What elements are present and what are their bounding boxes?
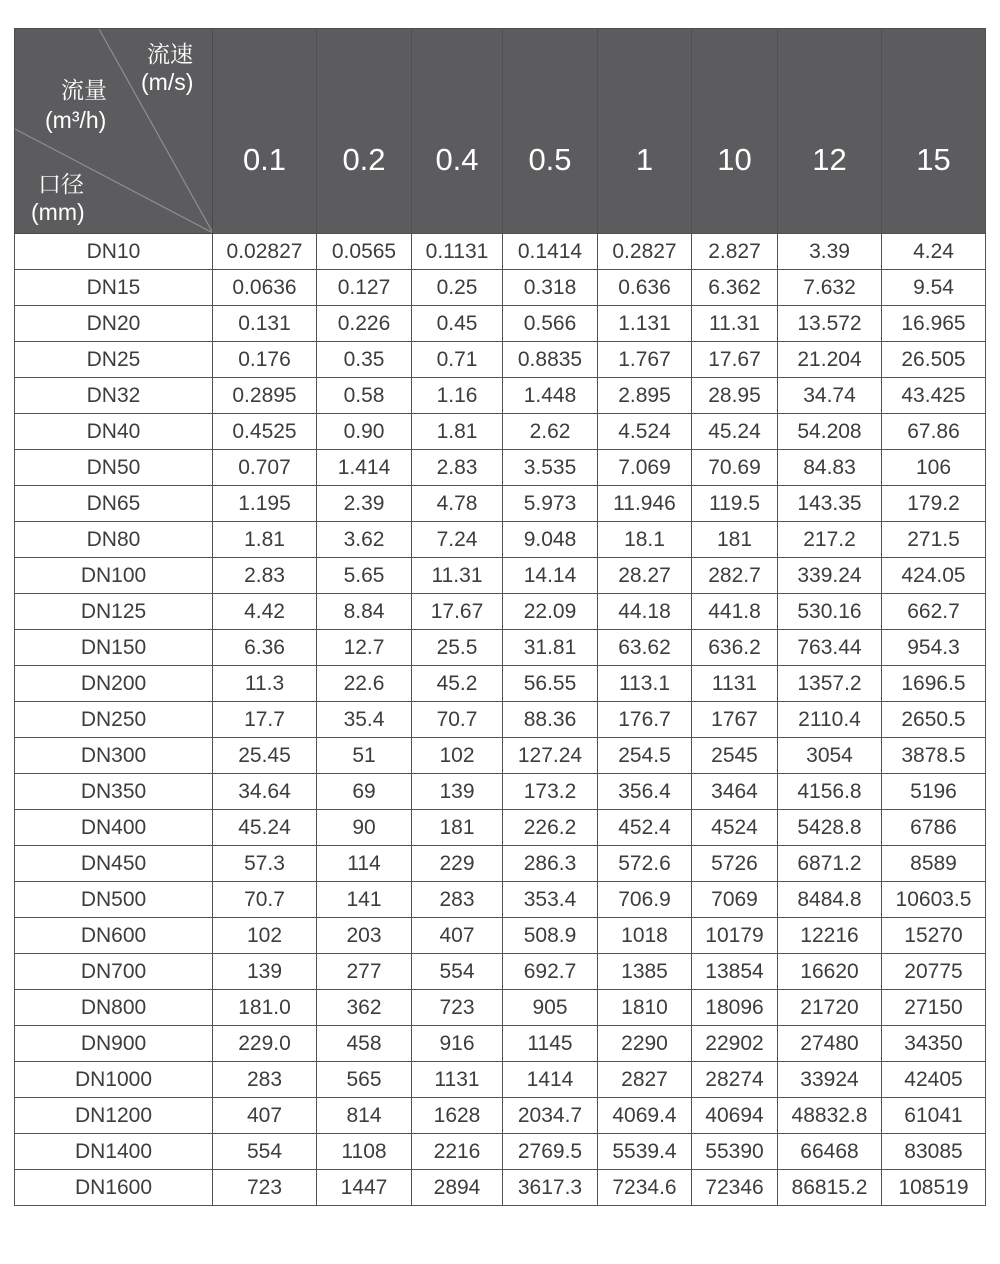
diameter-cell: DN500 [15,882,213,918]
flow-rate-cell: 286.3 [503,846,598,882]
flow-rate-cell: 34.64 [213,774,317,810]
flow-rate-cell: 55390 [692,1134,778,1170]
diameter-cell: DN32 [15,378,213,414]
flow-rate-cell: 181.0 [213,990,317,1026]
flow-rate-cell: 114 [317,846,412,882]
flow-rate-cell: 692.7 [503,954,598,990]
flow-rate-cell: 362 [317,990,412,1026]
table-row [15,1062,986,1098]
flow-rate-cell: 7.632 [778,270,882,306]
flow-rate-cell: 554 [412,954,503,990]
flow-rate-cell: 0.1414 [503,234,598,270]
flow-rate-cell: 954.3 [882,630,986,666]
flow-rate-cell: 7069 [692,882,778,918]
flow-rate-cell: 54.208 [778,414,882,450]
flow-rate-cell: 16620 [778,954,882,990]
flow-rate-cell: 763.44 [778,630,882,666]
flow-rate-cell: 0.45 [412,306,503,342]
flow-rate-cell: 3617.3 [503,1170,598,1206]
corner-velocity-unit: (m/s) [141,69,194,95]
flow-rate-cell: 181 [412,810,503,846]
flow-rate-cell: 70.7 [412,702,503,738]
diameter-cell: DN125 [15,594,213,630]
flow-rate-cell: 424.05 [882,558,986,594]
diameter-cell: DN200 [15,666,213,702]
flow-rate-cell: 34.74 [778,378,882,414]
diameter-cell: DN700 [15,954,213,990]
flow-rate-cell: 63.62 [598,630,692,666]
flow-rate-cell: 8.84 [317,594,412,630]
flow-rate-cell: 0.636 [598,270,692,306]
flow-rate-cell: 3.39 [778,234,882,270]
diameter-cell: DN350 [15,774,213,810]
flow-rate-cell: 662.7 [882,594,986,630]
diameter-cell: DN80 [15,522,213,558]
velocity-column-header: 1 [598,29,692,234]
flow-rate-cell: 3054 [778,738,882,774]
flow-rate-cell: 8484.8 [778,882,882,918]
flow-rate-cell: 4156.8 [778,774,882,810]
diameter-cell: DN100 [15,558,213,594]
flow-rate-cell: 26.505 [882,342,986,378]
flow-rate-cell: 2.62 [503,414,598,450]
flow-rate-cell: 0.0636 [213,270,317,306]
flow-rate-cell: 181 [692,522,778,558]
table-row [15,846,986,882]
diameter-cell: DN800 [15,990,213,1026]
flow-rate-cell: 0.25 [412,270,503,306]
diameter-cell: DN25 [15,342,213,378]
diameter-cell: DN150 [15,630,213,666]
flow-rate-cell: 1131 [412,1062,503,1098]
flow-rate-cell: 814 [317,1098,412,1134]
flow-rate-cell: 5539.4 [598,1134,692,1170]
corner-diameter-unit: (mm) [31,199,85,225]
flow-rate-cell: 0.35 [317,342,412,378]
flow-rate-cell: 42405 [882,1062,986,1098]
table-row [15,270,986,306]
flow-rate-cell: 407 [412,918,503,954]
header-row [15,29,986,234]
velocity-column-header: 15 [882,29,986,234]
flow-rate-cell: 554 [213,1134,317,1170]
diameter-cell: DN50 [15,450,213,486]
flow-rate-cell: 13.572 [778,306,882,342]
velocity-column-header: 0.2 [317,29,412,234]
flow-rate-cell: 0.4525 [213,414,317,450]
diameter-cell: DN300 [15,738,213,774]
flow-rate-cell: 271.5 [882,522,986,558]
corner-flow-unit: (m³/h) [45,107,107,133]
flow-rate-cell: 5.973 [503,486,598,522]
corner-velocity-label: 流速 [147,41,193,67]
flow-rate-cell: 11.31 [692,306,778,342]
table-row [15,558,986,594]
flow-rate-cell: 10179 [692,918,778,954]
flow-rate-cell: 21.204 [778,342,882,378]
flow-rate-cell: 43.425 [882,378,986,414]
flow-rate-cell: 70.69 [692,450,778,486]
flow-rate-cell: 0.90 [317,414,412,450]
flow-rate-cell: 5428.8 [778,810,882,846]
flow-rate-cell: 17.67 [692,342,778,378]
velocity-column-header: 10 [692,29,778,234]
flow-rate-cell: 1767 [692,702,778,738]
flow-rate-cell: 1696.5 [882,666,986,702]
flow-rate-cell: 34350 [882,1026,986,1062]
flow-rate-cell: 5726 [692,846,778,882]
flow-rate-cell: 916 [412,1026,503,1062]
flow-rate-cell: 176.7 [598,702,692,738]
flow-rate-cell: 45.24 [692,414,778,450]
flow-rate-cell: 4.24 [882,234,986,270]
flow-rate-cell: 0.0565 [317,234,412,270]
table-row [15,630,986,666]
flow-rate-cell: 0.02827 [213,234,317,270]
flow-rate-cell: 12216 [778,918,882,954]
flow-rate-cell: 339.24 [778,558,882,594]
flow-rate-cell: 143.35 [778,486,882,522]
velocity-column-header: 0.1 [213,29,317,234]
diameter-cell: DN900 [15,1026,213,1062]
diameter-cell: DN1600 [15,1170,213,1206]
flow-rate-cell: 5196 [882,774,986,810]
flow-rate-cell: 22.6 [317,666,412,702]
flow-rate-cell: 226.2 [503,810,598,846]
table-row [15,738,986,774]
flow-rate-cell: 7.24 [412,522,503,558]
flow-rate-cell: 4.42 [213,594,317,630]
flow-rate-cell: 11.3 [213,666,317,702]
flow-rate-cell: 1.414 [317,450,412,486]
flow-rate-cell: 45.2 [412,666,503,702]
flow-rate-cell: 7.069 [598,450,692,486]
flow-rate-cell: 102 [412,738,503,774]
flow-rate-cell: 1385 [598,954,692,990]
flow-rate-cell: 3878.5 [882,738,986,774]
flow-rate-cell: 1.81 [412,414,503,450]
flow-rate-cell: 61041 [882,1098,986,1134]
flow-rate-cell: 441.8 [692,594,778,630]
flow-rate-cell: 1628 [412,1098,503,1134]
flow-rate-cell: 282.7 [692,558,778,594]
diameter-cell: DN600 [15,918,213,954]
diameter-cell: DN15 [15,270,213,306]
flow-rate-cell: 25.5 [412,630,503,666]
flow-rate-cell: 1145 [503,1026,598,1062]
flow-rate-cell: 0.176 [213,342,317,378]
flow-rate-cell: 203 [317,918,412,954]
flow-rate-cell: 3464 [692,774,778,810]
flow-rate-cell: 17.67 [412,594,503,630]
flow-rate-cell: 458 [317,1026,412,1062]
flow-rate-cell: 51 [317,738,412,774]
flow-rate-cell: 106 [882,450,986,486]
flow-rate-cell: 0.2827 [598,234,692,270]
flow-rate-cell: 407 [213,1098,317,1134]
corner-diameter-label: 口径 [38,171,84,197]
table-row [15,450,986,486]
flow-rate-cell: 40694 [692,1098,778,1134]
table-row [15,522,986,558]
flow-rate-cell: 35.4 [317,702,412,738]
flow-rate-cell: 572.6 [598,846,692,882]
flow-rate-cell: 6.362 [692,270,778,306]
flow-rate-cell: 139 [412,774,503,810]
flow-rate-cell: 11.946 [598,486,692,522]
table-row [15,774,986,810]
flow-rate-cell: 452.4 [598,810,692,846]
flow-rate-cell: 2.83 [213,558,317,594]
flow-rate-cell: 28274 [692,1062,778,1098]
flow-rate-cell: 229.0 [213,1026,317,1062]
flow-rate-cell: 5.65 [317,558,412,594]
flow-rate-cell: 20775 [882,954,986,990]
flow-rate-cell: 1414 [503,1062,598,1098]
flow-rate-cell: 72346 [692,1170,778,1206]
diameter-cell: DN10 [15,234,213,270]
flow-rate-cell: 4524 [692,810,778,846]
table-row [15,342,986,378]
flow-rate-cell: 44.18 [598,594,692,630]
flow-rate-cell: 1.16 [412,378,503,414]
flow-rate-cell: 86815.2 [778,1170,882,1206]
flow-rate-cell: 1.195 [213,486,317,522]
table-row [15,1098,986,1134]
flow-rate-cell: 217.2 [778,522,882,558]
flow-rate-cell: 1357.2 [778,666,882,702]
flow-rate-cell: 2.827 [692,234,778,270]
velocity-column-header: 0.5 [503,29,598,234]
flow-rate-cell: 70.7 [213,882,317,918]
flow-rate-cell: 139 [213,954,317,990]
table-row [15,954,986,990]
flow-rate-cell: 2545 [692,738,778,774]
flow-rate-cell: 2.39 [317,486,412,522]
table-row [15,666,986,702]
flow-rate-cell: 2290 [598,1026,692,1062]
flow-rate-cell: 6786 [882,810,986,846]
flow-rate-cell: 2650.5 [882,702,986,738]
flow-rate-cell: 0.131 [213,306,317,342]
flow-rate-cell: 0.127 [317,270,412,306]
flow-rate-cell: 2769.5 [503,1134,598,1170]
flow-rate-cell: 1018 [598,918,692,954]
flow-rate-cell: 28.95 [692,378,778,414]
diameter-cell: DN450 [15,846,213,882]
flow-rate-cell: 48832.8 [778,1098,882,1134]
flow-rate-cell: 22.09 [503,594,598,630]
flow-rate-cell: 179.2 [882,486,986,522]
flow-rate-cell: 9.048 [503,522,598,558]
flow-rate-cell: 13854 [692,954,778,990]
flow-rate-cell: 0.8835 [503,342,598,378]
flow-rate-cell: 723 [213,1170,317,1206]
flow-rate-cell: 636.2 [692,630,778,666]
flow-rate-cell: 7234.6 [598,1170,692,1206]
corner-flow-label: 流量 [61,77,107,103]
flow-rate-cell: 0.2895 [213,378,317,414]
flow-rate-cell: 2894 [412,1170,503,1206]
diameter-cell: DN400 [15,810,213,846]
diameter-cell: DN1400 [15,1134,213,1170]
table-row [15,1170,986,1206]
flow-rate-cell: 18096 [692,990,778,1026]
flow-rate-cell: 127.24 [503,738,598,774]
table-row [15,1134,986,1170]
flow-rate-cell: 15270 [882,918,986,954]
flow-rate-cell: 356.4 [598,774,692,810]
flow-rate-cell: 283 [412,882,503,918]
diameter-cell: DN40 [15,414,213,450]
flow-rate-cell: 0.707 [213,450,317,486]
table-row [15,990,986,1026]
flow-rate-cell: 12.7 [317,630,412,666]
flow-rate-cell: 6871.2 [778,846,882,882]
flow-rate-cell: 88.36 [503,702,598,738]
flow-rate-cell: 4069.4 [598,1098,692,1134]
diameter-cell: DN1200 [15,1098,213,1134]
flow-rate-cell: 565 [317,1062,412,1098]
flow-rate-cell: 27150 [882,990,986,1026]
flow-rate-cell: 3.62 [317,522,412,558]
flow-rate-cell: 9.54 [882,270,986,306]
table-row [15,810,986,846]
flow-rate-cell: 6.36 [213,630,317,666]
flow-rate-cell: 27480 [778,1026,882,1062]
flow-rate-cell: 84.83 [778,450,882,486]
flow-rate-cell: 1.131 [598,306,692,342]
flow-rate-cell: 905 [503,990,598,1026]
flow-rate-cell: 56.55 [503,666,598,702]
flow-rate-cell: 0.226 [317,306,412,342]
flow-rate-cell: 3.535 [503,450,598,486]
flow-rate-cell: 28.27 [598,558,692,594]
diameter-cell: DN250 [15,702,213,738]
flow-rate-cell: 16.965 [882,306,986,342]
flow-rate-cell: 229 [412,846,503,882]
flow-rate-cell: 723 [412,990,503,1026]
flow-rate-cell: 2.83 [412,450,503,486]
flow-rate-cell: 18.1 [598,522,692,558]
table-row [15,486,986,522]
flow-rate-cell: 0.71 [412,342,503,378]
flow-rate-cell: 0.318 [503,270,598,306]
flow-rate-cell: 530.16 [778,594,882,630]
flow-rate-cell: 254.5 [598,738,692,774]
flow-rate-cell: 69 [317,774,412,810]
table-row [15,918,986,954]
flow-rate-cell: 277 [317,954,412,990]
flow-rate-cell: 2034.7 [503,1098,598,1134]
flow-rate-cell: 1131 [692,666,778,702]
diameter-cell: DN65 [15,486,213,522]
table-row [15,414,986,450]
flow-rate-cell: 353.4 [503,882,598,918]
flow-rate-cell: 90 [317,810,412,846]
flow-rate-cell: 66468 [778,1134,882,1170]
table-row [15,594,986,630]
flow-rate-cell: 1108 [317,1134,412,1170]
flow-rate-cell: 2110.4 [778,702,882,738]
flow-rate-cell: 1.448 [503,378,598,414]
flow-rate-cell: 2216 [412,1134,503,1170]
corner-header-cell [15,29,213,234]
flow-rate-cell: 1.767 [598,342,692,378]
table-body [15,234,986,1206]
flow-rate-cell: 8589 [882,846,986,882]
flow-rate-table [14,28,986,1206]
flow-rate-cell: 0.1131 [412,234,503,270]
flow-rate-cell: 173.2 [503,774,598,810]
flow-rate-cell: 508.9 [503,918,598,954]
table-row [15,882,986,918]
table-row [15,234,986,270]
table-row [15,378,986,414]
flow-rate-cell: 4.78 [412,486,503,522]
table-row [15,306,986,342]
flow-rate-cell: 25.45 [213,738,317,774]
flow-rate-cell: 67.86 [882,414,986,450]
flow-rate-cell: 31.81 [503,630,598,666]
flow-rate-cell: 108519 [882,1170,986,1206]
flow-rate-cell: 33924 [778,1062,882,1098]
flow-rate-cell: 0.58 [317,378,412,414]
flow-rate-cell: 0.566 [503,306,598,342]
flow-rate-cell: 102 [213,918,317,954]
flow-rate-cell: 113.1 [598,666,692,702]
flow-rate-cell: 283 [213,1062,317,1098]
table-row [15,1026,986,1062]
diameter-cell: DN1000 [15,1062,213,1098]
table-row [15,702,986,738]
flow-rate-cell: 1.81 [213,522,317,558]
flow-rate-cell: 11.31 [412,558,503,594]
flow-rate-cell: 706.9 [598,882,692,918]
velocity-column-header: 12 [778,29,882,234]
flow-rate-cell: 4.524 [598,414,692,450]
flow-rate-cell: 1810 [598,990,692,1026]
flow-rate-cell: 57.3 [213,846,317,882]
flow-rate-cell: 14.14 [503,558,598,594]
flow-rate-cell: 22902 [692,1026,778,1062]
flow-rate-cell: 83085 [882,1134,986,1170]
flow-rate-cell: 45.24 [213,810,317,846]
flow-rate-cell: 2827 [598,1062,692,1098]
flow-rate-cell: 17.7 [213,702,317,738]
flow-rate-cell: 2.895 [598,378,692,414]
flow-rate-cell: 1447 [317,1170,412,1206]
flow-rate-cell: 10603.5 [882,882,986,918]
flow-rate-cell: 21720 [778,990,882,1026]
diameter-cell: DN20 [15,306,213,342]
flow-rate-cell: 119.5 [692,486,778,522]
velocity-column-header: 0.4 [412,29,503,234]
flow-rate-cell: 141 [317,882,412,918]
